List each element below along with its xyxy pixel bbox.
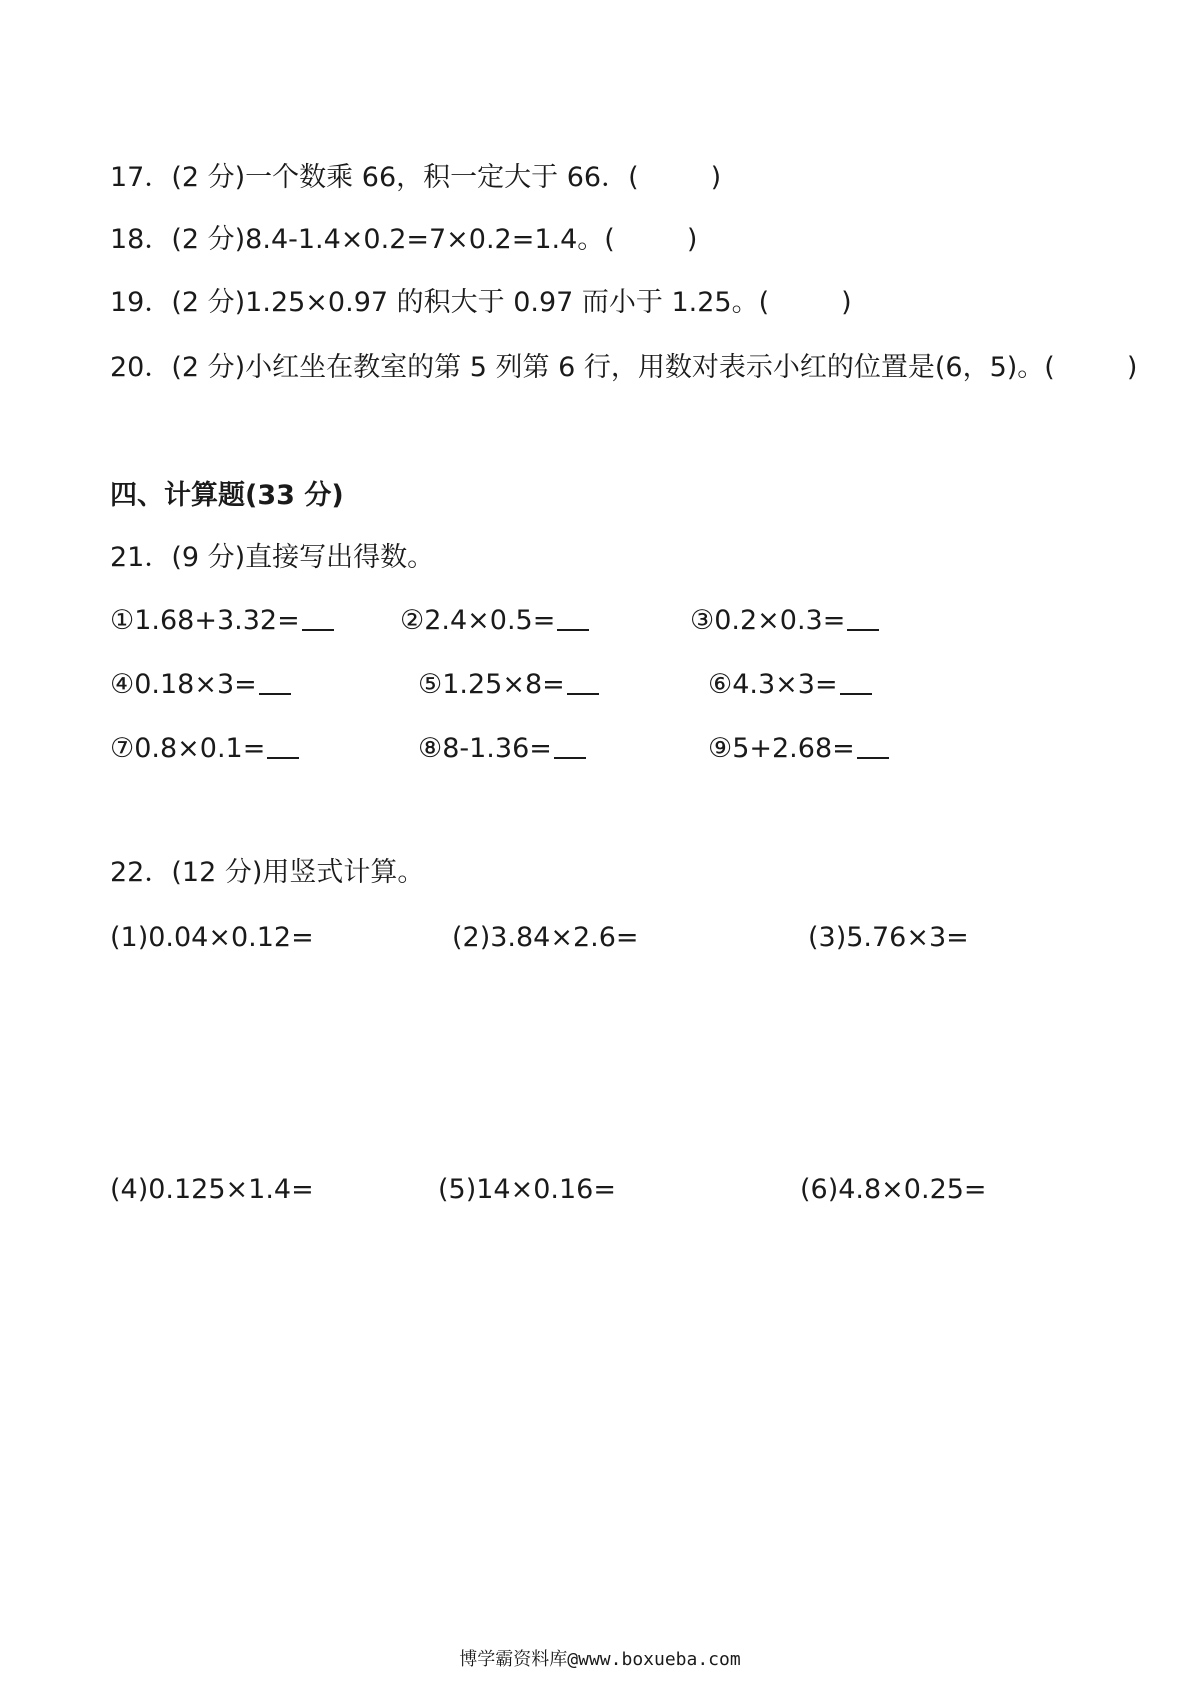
q21-item: [110, 667, 291, 703]
q21-expr: ④0.18×3=: [110, 669, 257, 700]
answer-paren-open: (: [758, 287, 770, 318]
answer-blank[interactable]: [840, 693, 872, 695]
q21-expr: ⑨5+2.68=: [708, 733, 855, 764]
question-number: 18．: [110, 224, 172, 255]
q22-item: (6)4.8×0.25=: [800, 1174, 987, 1205]
q21-expr: ③0.2×0.3=: [690, 605, 846, 636]
question-18: [110, 222, 697, 258]
answer-paren-open: (: [1044, 352, 1055, 383]
question-20: [110, 350, 1137, 386]
q22-item: (2)3.84×2.6=: [452, 922, 639, 953]
answer-blank[interactable]: [567, 693, 599, 695]
q22-item: (3)5.76×3=: [808, 922, 969, 953]
q21-expr: ①1.68+3.32=: [110, 605, 300, 636]
q21-item: [110, 603, 334, 639]
q21-item: [690, 603, 879, 639]
section-heading: 四、计算题(33 分): [110, 480, 344, 511]
answer-paren-close: ): [686, 224, 698, 255]
answer-blank[interactable]: [857, 757, 889, 759]
q21-expr: ⑦0.8×0.1=: [110, 733, 266, 764]
question-number: 20．: [110, 352, 172, 383]
q21-item: [418, 667, 599, 703]
q21-expr: ⑧8-1.36=: [418, 733, 552, 764]
q22-item: (4)0.125×1.4=: [110, 1174, 314, 1205]
q21-item: [708, 667, 872, 703]
q21-expr: ⑥4.3×3=: [708, 669, 838, 700]
answer-blank[interactable]: [554, 757, 586, 759]
q22-item: (5)14×0.16=: [438, 1174, 616, 1205]
question-17: [110, 160, 721, 196]
question-text: (2 分)小红坐在教室的第 5 列第 6 行，用数对表示小红的位置是(6，5)。: [171, 352, 1045, 383]
page-footer-watermark: 博学霸资料库@www.boxueba.com: [459, 1649, 741, 1670]
q21-expr: ⑤1.25×8=: [418, 669, 565, 700]
question-19: [110, 285, 852, 321]
q21-item: [110, 731, 299, 767]
question-22-title: 22．(12 分)用竖式计算。: [110, 857, 425, 888]
answer-blank[interactable]: [847, 629, 879, 631]
question-21-title: 21．(9 分)直接写出得数。: [110, 542, 435, 573]
answer-paren-close: ): [1126, 352, 1138, 383]
question-text: (2 分)1.25×0.97 的积大于 0.97 而小于 1.25。: [171, 287, 759, 318]
question-text: (2 分)8.4-1.4×0.2=7×0.2=1.4。: [171, 224, 605, 255]
answer-blank[interactable]: [259, 693, 291, 695]
q21-item: [418, 731, 586, 767]
q21-expr: ②2.4×0.5=: [400, 605, 556, 636]
question-number: 17．: [110, 162, 172, 193]
q22-item: (1)0.04×0.12=: [110, 922, 314, 953]
answer-paren-close: ): [841, 287, 852, 318]
answer-paren-open: (: [604, 224, 615, 255]
answer-paren-close: ): [710, 162, 722, 193]
answer-blank[interactable]: [557, 629, 589, 631]
question-text: (2 分)一个数乘 66，积一定大于 66．: [171, 162, 629, 193]
answer-paren-open: (: [628, 162, 639, 193]
q21-item: [400, 603, 589, 639]
answer-blank[interactable]: [302, 629, 334, 631]
q21-item: [708, 731, 889, 767]
answer-blank[interactable]: [267, 757, 299, 759]
question-number: 19．: [110, 287, 172, 318]
